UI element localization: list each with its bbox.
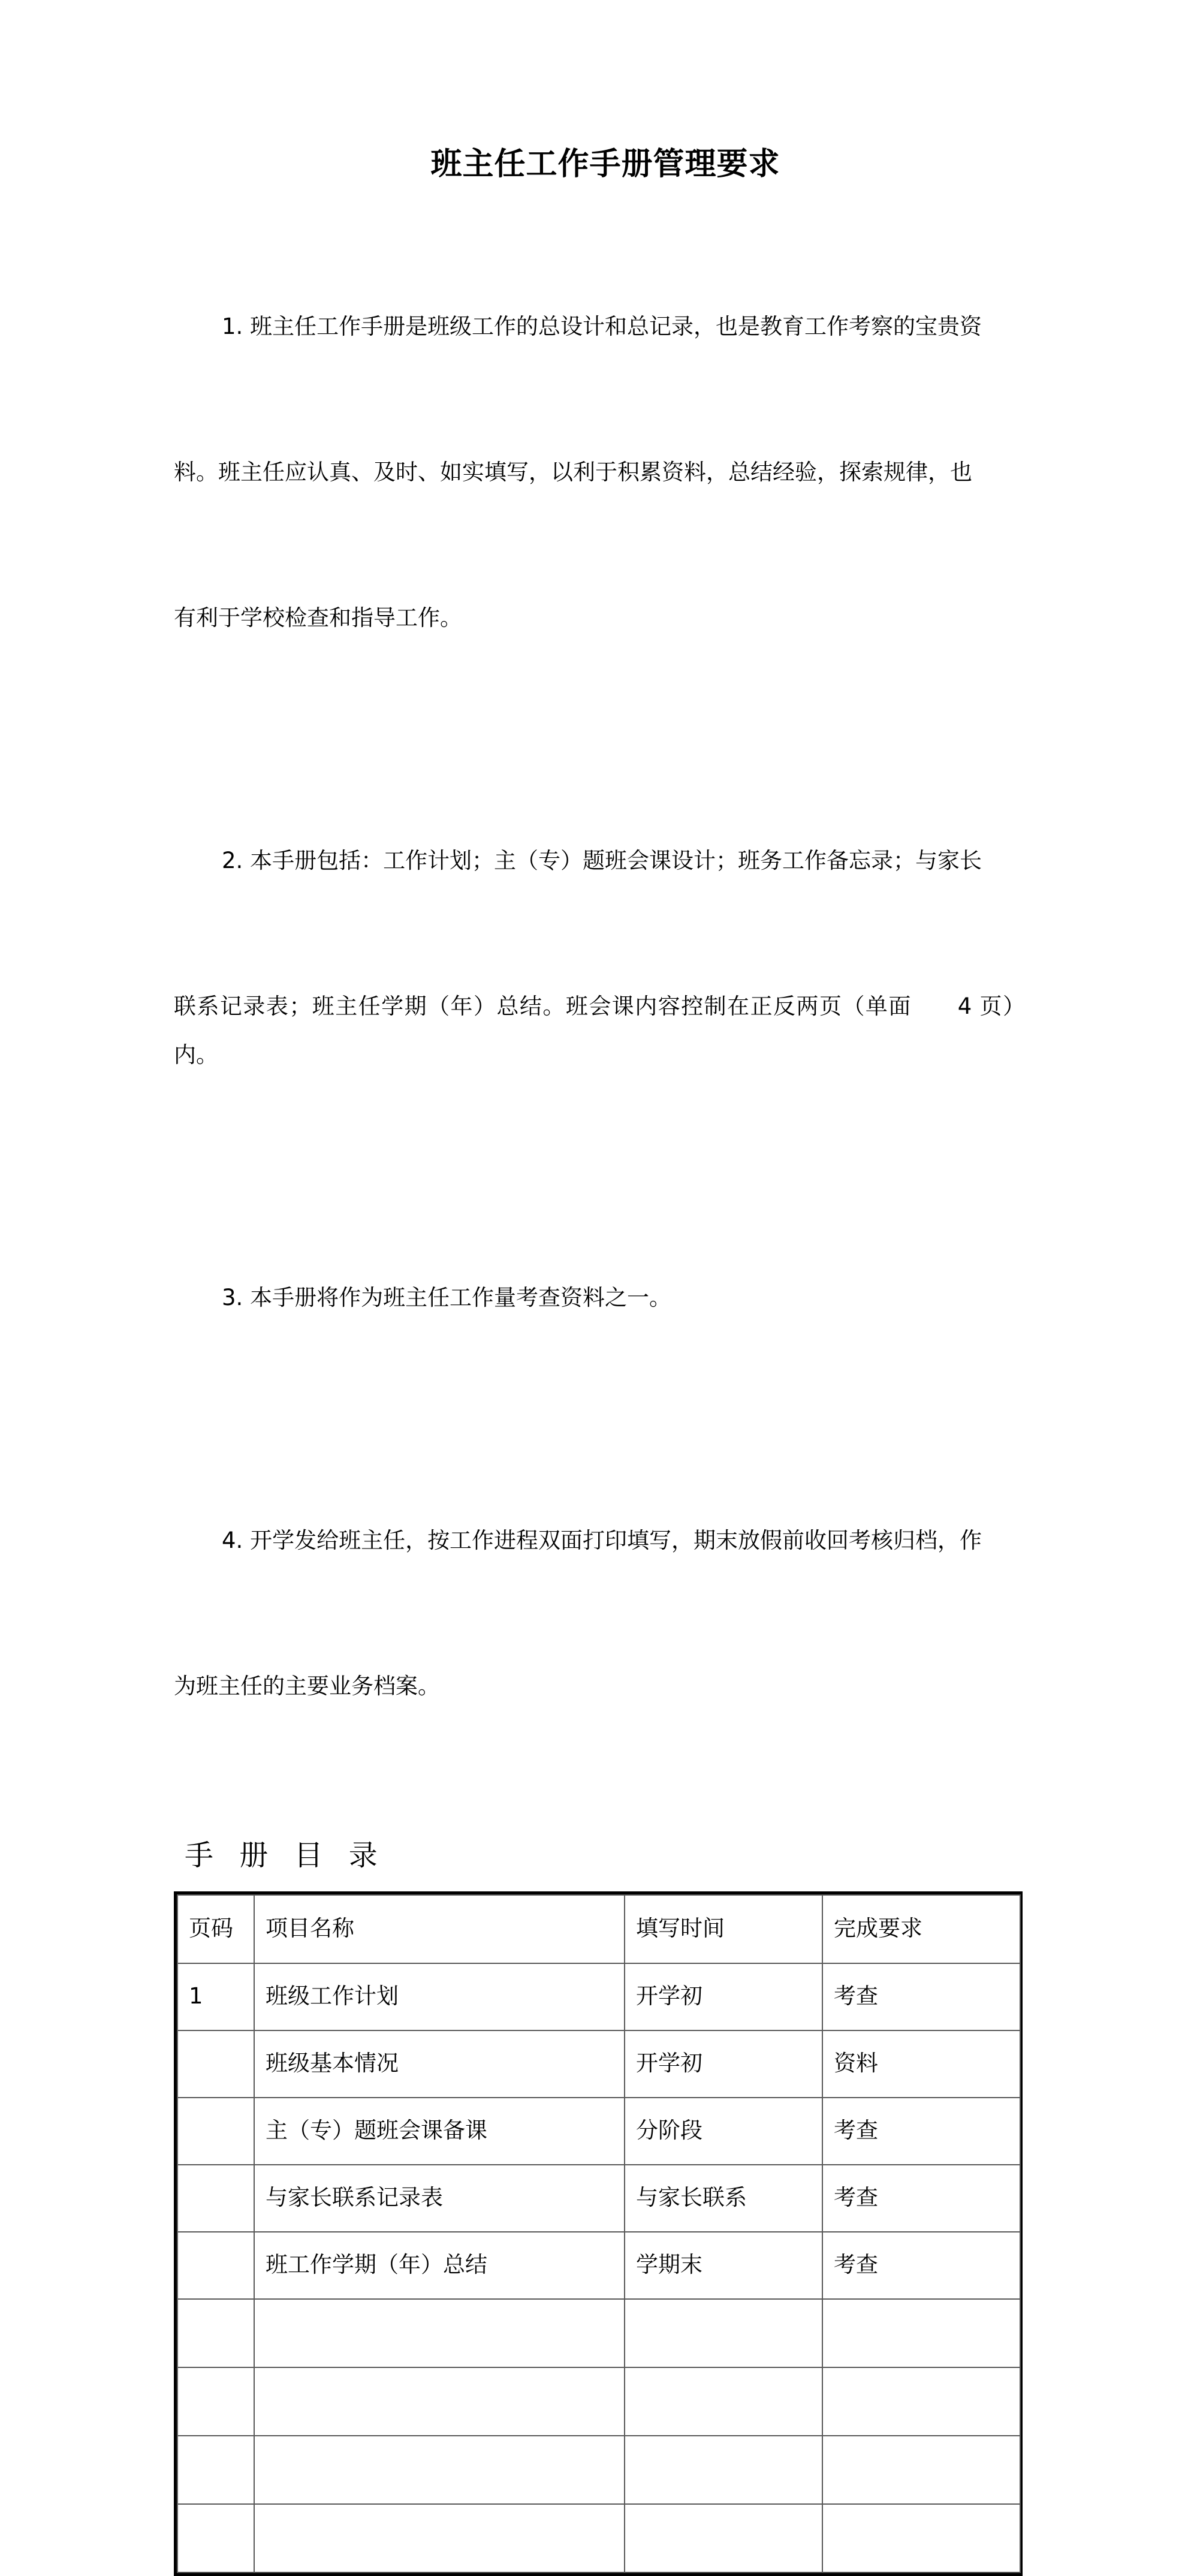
cell-page [177,2232,254,2299]
requirement-item-1-line-1: 1. 班主任工作手册是班级工作的总设计和总记录，也是教育工作考察的宝贵资 [222,314,982,339]
cell-time [625,2367,822,2436]
cell-name: 与家长联系记录表 [254,2165,625,2232]
cell-time: 与家长联系 [625,2165,822,2232]
cell-time [625,2299,822,2367]
cell-time: 学期末 [625,2232,822,2299]
table-row [177,2165,1020,2232]
requirement-item-2 [174,739,1025,1176]
cell-page: 1 [177,1963,254,2030]
cell-requirement [822,2504,1020,2572]
requirement-item-1 [174,205,1025,739]
cell-requirement [822,2436,1020,2504]
cell-time: 分阶段 [625,2098,822,2165]
page-title: 班主任工作手册管理要求 [430,146,780,182]
cell-name: 主（专）题班会课备课 [254,2098,625,2165]
column-header-requirement: 完成要求 [822,1895,1020,1963]
column-header-page: 页码 [177,1895,254,1963]
table-header-row [177,1895,1020,1963]
table-row [177,2299,1020,2367]
cell-page [177,2436,254,2504]
requirement-item-1-line-3: 有利于学校检查和指导工作。 [174,605,462,631]
requirement-item-4-line-2: 为班主任的主要业务档案。 [174,1673,440,1699]
cell-requirement [822,2299,1020,2367]
requirement-item-2-line-1: 2. 本手册包括：工作计划；主（专）题班会课设计；班务工作备忘录；与家长 [222,848,982,873]
cell-requirement: 考查 [822,2165,1020,2232]
cell-requirement [822,2367,1020,2436]
catalog-table [177,1894,1021,2573]
cell-name: 班级基本情况 [254,2030,625,2098]
cell-page [177,2367,254,2436]
document-content [174,0,1025,2576]
table-row [177,2367,1020,2436]
cell-name [254,2436,625,2504]
column-header-time: 填写时间 [625,1895,822,1963]
cell-name [254,2504,625,2572]
table-row [177,2504,1020,2572]
requirement-item-1-line-2: 料。班主任应认真、及时、如实填写，以利于积累资料，总结经验，探索规律，也 [174,459,972,485]
table-row [177,1963,1020,2030]
column-header-name: 项目名称 [254,1895,625,1963]
cell-requirement: 资料 [822,2030,1020,2098]
requirement-item-4 [174,1419,1025,1807]
cell-requirement: 考查 [822,1963,1020,2030]
table-row [177,2232,1020,2299]
catalog-table-container [174,1891,1023,2576]
cell-requirement: 考查 [822,2098,1020,2165]
table-row [177,2030,1020,2098]
cell-time: 开学初 [625,1963,822,2030]
cell-time [625,2504,822,2572]
table-row [177,2098,1020,2165]
cell-page [177,2504,254,2572]
cell-name: 班工作学期（年）总结 [254,2232,625,2299]
cell-time [625,2436,822,2504]
cell-page [177,2030,254,2098]
table-row [177,2436,1020,2504]
section-heading-catalog: 手 册 目 录 [185,1839,386,1872]
cell-name: 班级工作计划 [254,1963,625,2030]
cell-page [177,2165,254,2232]
requirement-item-3 [174,1176,1025,1419]
cell-name [254,2299,625,2367]
cell-time: 开学初 [625,2030,822,2098]
cell-page [177,2098,254,2165]
requirement-item-3-line-1: 3. 本手册将作为班主任工作量考查资料之一。 [222,1285,672,1310]
cell-requirement: 考查 [822,2232,1020,2299]
cell-name [254,2367,625,2436]
requirements-list [174,205,1025,1807]
requirement-item-2-line-2: 联系记录表；班主任学期（年）总结。班会课内容控制在正反两页（单面 4 页）内。 [174,993,1025,1068]
cell-page [177,2299,254,2367]
requirement-item-4-line-1: 4. 开学发给班主任，按工作进程双面打印填写，期末放假前收回考核归档，作 [222,1527,982,1553]
